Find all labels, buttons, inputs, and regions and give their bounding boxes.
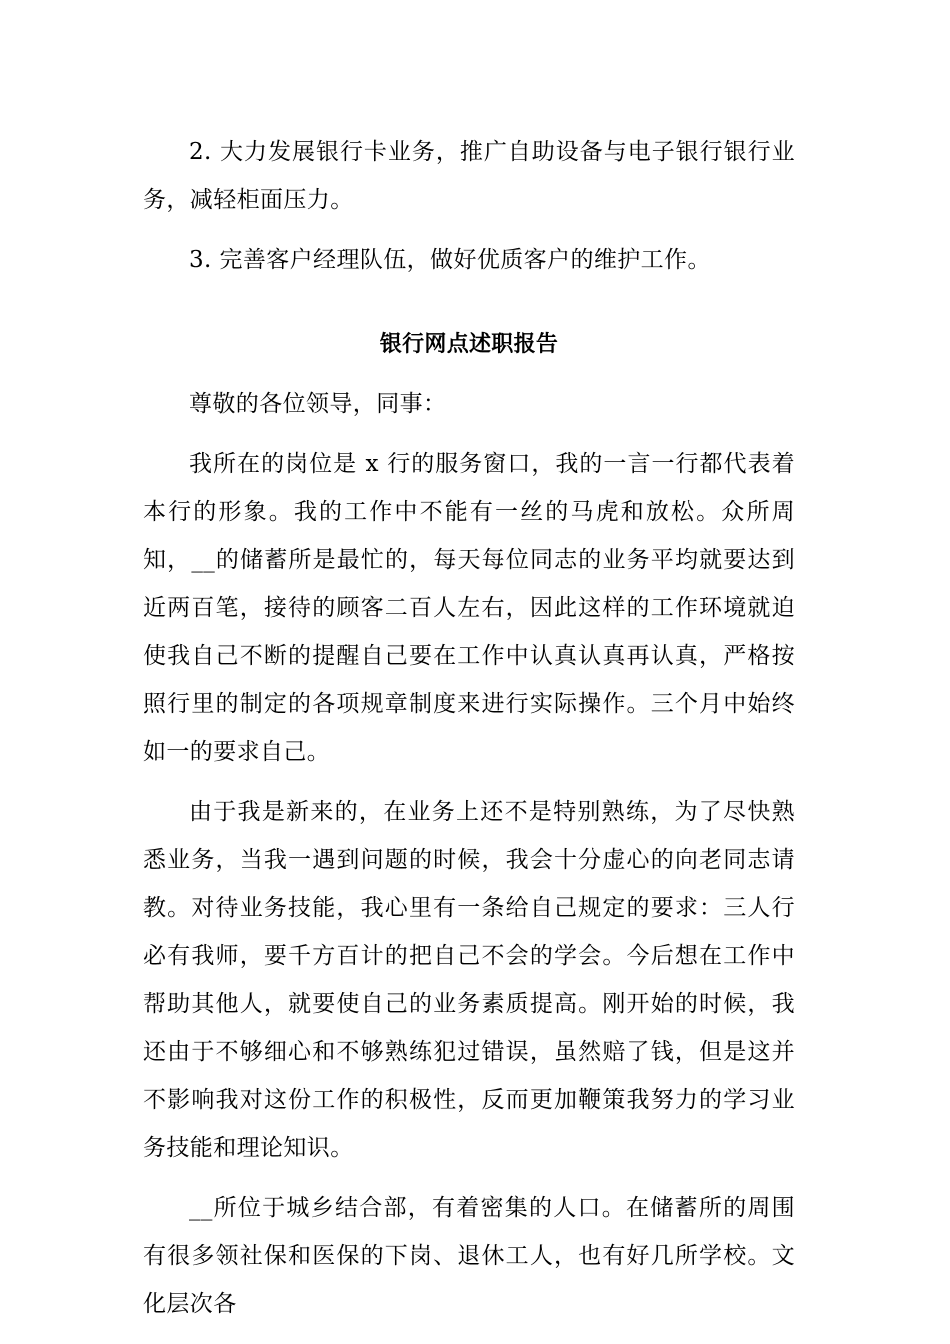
document-body bbox=[143, 128, 795, 1328]
list-item-2: 2. 大力发展银行卡业务，推广自助设备与电子银行银行业务，减轻柜面压力。 bbox=[143, 139, 795, 213]
document-title: 银行网点述职报告 bbox=[379, 331, 559, 357]
paragraph-1: 我所在的岗位是 x 行的服务窗口，我的一言一行都代表着本行的形象。我的工作中不能有一丝的马虎和放松。众所周知，__的储蓄所是最忙的，每天每位同志的业务平均就要达到近两百笔，接待的顾客二百人左右，因此这样的工作环境就迫使我自己不断的提醒自己要在工作中认真认真再认真，严格按照行里的制定的各项规章制度来进行实际操作。三个月中始终如一的要求自己。 bbox=[143, 451, 795, 765]
paragraph-3: __所位于城乡结合部，有着密集的人口。在储蓄所的周围有很多领社保和医保的下岗、退休工人，也有好几所学校。文化层次各 bbox=[143, 1195, 795, 1317]
salutation: 尊敬的各位领导，同事： bbox=[189, 391, 447, 417]
list-item-3: 3. 完善客户经理队伍，做好优质客户的维护工作。 bbox=[189, 247, 711, 273]
paragraph-2: 由于我是新来的，在业务上还不是特别熟练，为了尽快熟悉业务，当我一遇到问题的时候，我会十分虚心的向老同志请教。对待业务技能，我心里有一条给自己规定的要求：三人行必有我师，要千方百计的把自己不会的学会。今后想在工作中帮助其他人，就要使自己的业务素质提高。刚开始的时候，我还由于不够细心和不够熟练犯过错误，虽然赔了钱，但是这并不影响我对这份工作的积极性，反而更加鞭策我努力的学习业务技能和理论知识。 bbox=[143, 799, 795, 1161]
